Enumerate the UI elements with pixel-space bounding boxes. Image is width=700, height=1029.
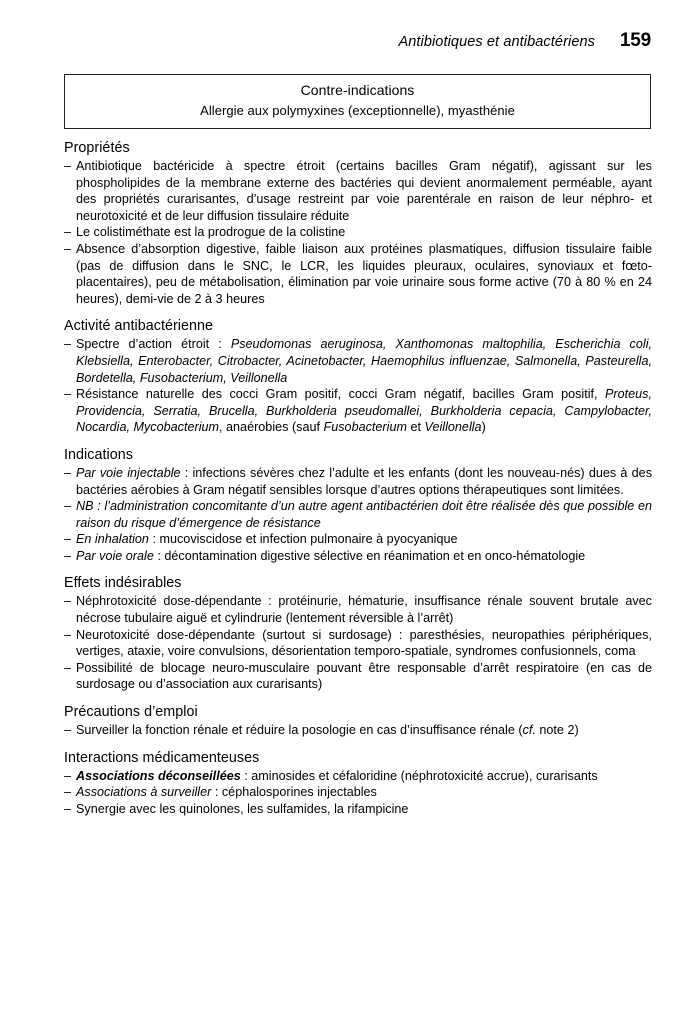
- item-interaction-label: Associations à surveiller: [76, 785, 212, 800]
- section-list-activite-antibacterienne: [64, 336, 652, 436]
- document-body: [64, 138, 652, 817]
- item-lead: Spectre d’action étroit :: [76, 337, 231, 352]
- item-text-before: Surveiller la fonction rénale et réduire la posologie en cas d’insuffisance rénale (: [76, 723, 523, 738]
- item-route-label: En inhalation: [76, 532, 149, 547]
- list-item: – Néphrotoxicité dose-dépendante : protéinurie, hématurie, insuffisance rénale souvent brutale avec nécrose tubulaire aiguë et cylindrurie (lentement réversible à l’arrêt): [64, 593, 652, 626]
- item-text: : décontamination digestive sélective en réanimation et en onco-hématologie: [153, 548, 586, 563]
- item-tail-organism-1: Fusobacterium: [323, 420, 407, 435]
- item-text-after: note 2): [535, 723, 579, 738]
- list-item: [64, 722, 652, 739]
- item-tail: , anaérobies (sauf: [219, 420, 324, 435]
- item-text: : céphalosporines injectables: [211, 785, 377, 800]
- cross-reference-abbr: cf.: [522, 723, 536, 738]
- item-note-text: NB : l’administration concomitante d’un autre agent antibactérien doit être réalisée dès que possible en raison du risque d’émergence de résistance: [76, 499, 652, 530]
- section-list-interactions-medicamenteuses: [64, 768, 652, 818]
- list-item: [64, 768, 652, 785]
- section-spacer: [64, 436, 652, 445]
- item-interaction-label: Associations déconseillées: [76, 768, 241, 783]
- list-item: – Absence d’absorption digestive, faible liaison aux protéines plasmatiques, diffusion tissulaire faible (pas de diffusion dans le SNC, le LCR, les liquides pleuraux, oculaires, synoviaux et fœto-placentaires), peu de métabolisation, élimination par voie urinaire sous forme active (70 à 80 % en 24 heures), demi-vie de 2 à 3 heures: [64, 241, 652, 307]
- item-route-label: Par voie injectable: [76, 465, 181, 480]
- list-item: – Synergie avec les quinolones, les sulfamides, la rifampicine: [64, 801, 652, 818]
- section-heading-indications: Indications: [64, 446, 133, 463]
- contre-indications-title: Contre-indications: [300, 82, 415, 98]
- section-list-effets-indesirables: [64, 593, 652, 693]
- list-item: – Possibilité de blocage neuro-musculaire pouvant être responsable d’arrêt respiratoire (en cas de surdosage ou d’association aux curarisants): [64, 660, 652, 693]
- section-list-proprietes: [64, 158, 652, 307]
- item-lead: Résistance naturelle des cocci Gram positif, cocci Gram négatif, bacilles Gram positif,: [76, 387, 606, 402]
- section-heading-effets-indesirables: Effets indésirables: [64, 575, 182, 592]
- running-head: [64, 30, 651, 52]
- item-organisms: Pseudomonas aeruginosa, Xanthomonas maltophilia, Escherichia coli, Klebsiella, Enterobacter, Citrobacter, Acinetobacter, Haemophilus influenzae, Salmonella, Pasteurella, Bordetella, Fusobacterium, Veillonella: [76, 337, 653, 385]
- list-item: [64, 784, 652, 801]
- section-heading-proprietes: Propriétés: [64, 140, 130, 156]
- contre-indications-text: Allergie aux polymyxines (exceptionnelle), myasthénie: [200, 103, 515, 118]
- list-item: [64, 548, 652, 565]
- section-heading-precautions-emploi: Précautions d’emploi: [64, 704, 198, 721]
- list-item: [64, 336, 652, 386]
- item-organisms: Proteus, Providencia, Serratia, Brucella, Burkholderia pseudomallei, Burkholderia cepacia, Campylobacter, Nocardia, Mycobacterium: [76, 387, 652, 435]
- list-item: – Le colistiméthate est la prodrogue de la colistine: [64, 224, 652, 241]
- item-tail-mid: et: [406, 420, 425, 435]
- section-spacer: [64, 307, 652, 316]
- section-heading-activite-antibacterienne: Activité antibactérienne: [64, 318, 214, 335]
- section-spacer: [64, 739, 652, 748]
- section-heading-interactions-medicamenteuses: Interactions médicamenteuses: [64, 749, 260, 766]
- section-list-indications: [64, 465, 652, 565]
- item-tail-organism-2: Veillonella: [424, 420, 482, 435]
- item-tail-end: ): [481, 420, 486, 435]
- list-item: [64, 386, 652, 436]
- item-text: : mucoviscidose et infection pulmonaire à pyocyanique: [148, 532, 458, 547]
- page-number: 159: [619, 30, 651, 51]
- list-item: [64, 465, 652, 498]
- running-head-title: Antibiotiques et antibactériens: [398, 34, 595, 50]
- item-text: : infections sévères chez l’adulte et les enfants (dont les nouveau-nés) dues à des bactéries aérobies à Gram négatif sensibles lorsque d’autres options thérapeutiques sont limitées.: [76, 465, 652, 497]
- contre-indications-box: [64, 74, 651, 129]
- item-route-label: Par voie orale: [76, 548, 154, 563]
- list-item: [64, 498, 652, 531]
- item-text: : aminosides et céfaloridine (néphrotoxicité accrue), curarisants: [240, 768, 598, 783]
- section-spacer: [64, 693, 652, 702]
- list-item: [64, 531, 652, 548]
- section-spacer: [64, 564, 652, 573]
- list-item: – Antibiotique bactéricide à spectre étroit (certains bacilles Gram négatif), agissant sur les phospholipides de la membrane externe des bactéries qui devient anormalement perméable, ayant des propriétés curarisantes, d’usage restreint par voie parentérale en raison de leur néphro- et neurotoxicité et de leur diffusion tissulaire réduite: [64, 158, 652, 224]
- list-item: – Neurotoxicité dose-dépendante (surtout si surdosage) : paresthésies, neuropathies périphériques, vertiges, ataxie, voire convulsions, désorientation temporo-spatiale, syndromes confusionnels, coma: [64, 627, 652, 660]
- section-list-precautions-emploi: [64, 722, 652, 739]
